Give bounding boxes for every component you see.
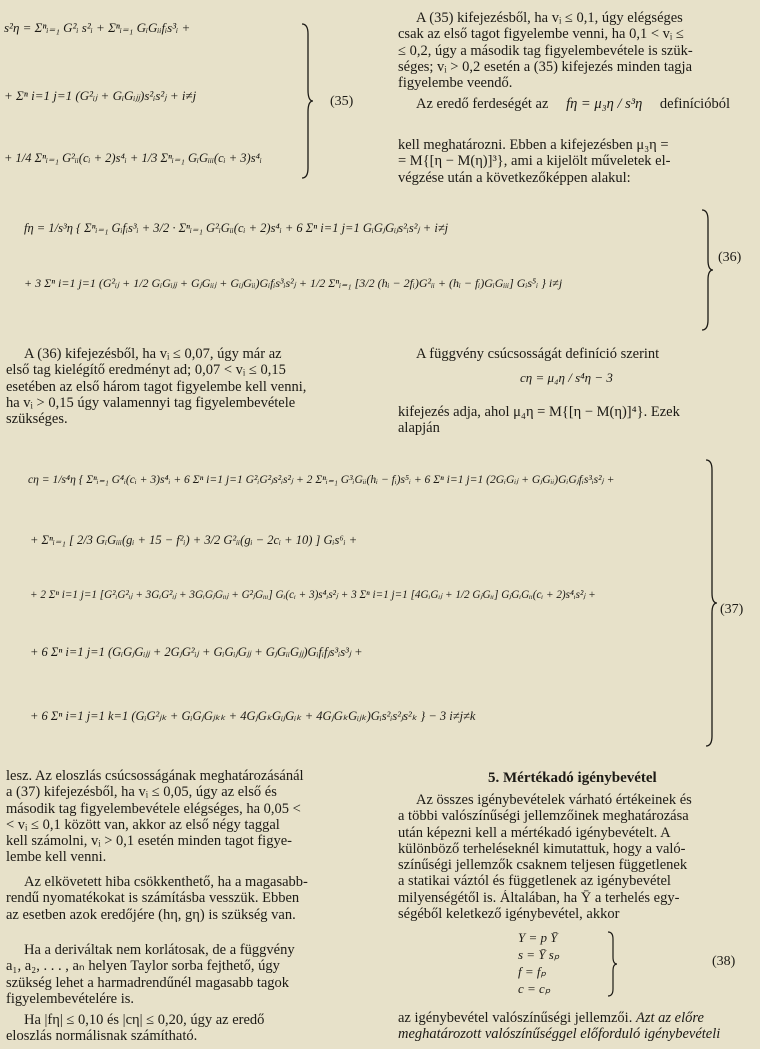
equation-35-brace: [300, 22, 314, 180]
text-fragment: az igénybevétel valószínűségi jellemzői.: [398, 1010, 633, 1026]
text-line: kell számolni, vᵢ > 0,1 esetén minden tagot figye-: [6, 833, 292, 850]
equation-36-line-1: fη = 1/s³η { Σⁿᵢ₌₁ Gᵢfᵢs³ᵢ + 3/2 · Σⁿᵢ₌₁ G²ᵢGᵢᵢ(cᵢ + 2)s⁴ᵢ + 6 Σⁿ i=1 j=1 GᵢGⱼGᵢⱼs²ᵢs²ⱼ + i≠j: [24, 221, 449, 235]
equation-36-line-2: + 3 Σⁿ i=1 j=1 (G²ᵢⱼ + 1/2 GᵢGᵢⱼⱼ + GⱼGᵢᵢⱼ + GᵢⱼGᵢᵢ)Gᵢfᵢs³ᵢs²ⱼ + 1/2 Σⁿᵢ₌₁ [3/2 (hᵢ − 2fᵢ)G²ᵢᵢ + (hᵢ − fᵢ)GᵢGᵢᵢᵢ] Gᵢs⁵ᵢ } i≠j: [24, 276, 563, 290]
text-line: a₁, a₂, . . . , aₙ helyen Taylor sorba fejthető, úgy: [6, 958, 280, 975]
text-line-italic: meghatározott valószínűséggel előforduló igénybevételi: [398, 1026, 721, 1043]
text-line: Az elkövetett hiba csökkenthető, ha a magasabb-: [24, 874, 308, 890]
equation-38: [500, 926, 750, 1002]
text-line: első tag kielégítő eredményt ad; 0,07 < vᵢ ≤ 0,15: [6, 362, 286, 379]
equation-36-number: (36): [718, 250, 742, 265]
text-line: kifejezés adja, ahol μ₄η = M{[η − M(η)]⁴}. Ezek: [398, 404, 680, 420]
text-line: alapján: [398, 420, 440, 437]
text-line: milyenségétől is. Általában, ha Ȳ a terhelés egy-: [398, 889, 680, 906]
text-line: különböző terheléseknél kimutattuk, hogy a való-: [398, 840, 686, 857]
text-line: ha vᵢ > 0,15 úgy valamennyi tag figyelembevétele: [6, 394, 296, 411]
paragraph-36-discussion: [6, 346, 362, 427]
equation-38-brace: [606, 930, 618, 998]
text-line: eloszlás normálisnak számítható.: [6, 1028, 198, 1045]
paragraph-higher-moments: [6, 874, 362, 923]
text-line: A (36) kifejezésből, ha vᵢ ≤ 0,07, úgy már az: [24, 346, 282, 362]
paragraph-skewness-definition: [398, 96, 750, 112]
text-line: figyelembe veendő.: [398, 75, 513, 92]
text-line: ≤ 0,2, úgy a második tag figyelembevétele is szük-: [398, 42, 693, 59]
equation-35-number: (35): [330, 94, 354, 109]
equation-kurtosis-definition: cη = μ₄η / s⁴η − 3: [520, 370, 613, 385]
equation-38-number: (38): [712, 954, 736, 969]
text-line: színűségi jellemzők csaknem teljesen függetlenek: [398, 857, 688, 874]
text-line: kell meghatározni. Ebben a kifejezésben μ₃η =: [398, 137, 669, 153]
paragraph-moment-4: [398, 404, 750, 437]
text-line: végzése után a következőképpen alakul:: [398, 169, 631, 186]
paragraph-kurtosis-definition: [398, 346, 750, 362]
text-line: Az összes igénybevételek várható értékeinek és: [416, 792, 692, 808]
equation-37-line-3: + 2 Σⁿ i=1 j=1 [G²ᵢG²ᵢⱼ + 3GᵢG²ᵢⱼ + 3GᵢGⱼGᵢᵢⱼ + G²ⱼGᵢᵢᵢ] Gᵢ(cᵢ + 3)s⁴ᵢs²ⱼ + 3 Σⁿ i=1 j=1 [4GᵢGᵢⱼ + 1/2 GⱼGᵢᵢ] GⱼGᵢGᵢᵢ(cᵢ + 2)s⁴ᵢs²ⱼ +: [30, 589, 596, 601]
inline-formula-skewness: fη = μ₃η / s³η: [566, 96, 643, 112]
text-line: szükség lehet a harmadrendűnél magasabb tagok: [6, 974, 290, 991]
text-line: = M{[η − M(η)]³}, ami a kijelölt műveletek el-: [398, 153, 671, 170]
paragraph-moment-3: [398, 137, 750, 186]
equation-36-brace: [700, 208, 714, 332]
equation-35-line-1: s²η = Σⁿᵢ₌₁ G²ᵢ s²ᵢ + Σⁿᵢ₌₁ GᵢGᵢᵢfᵢs³ᵢ +: [4, 20, 191, 35]
text-line: figyelembevételére is.: [6, 990, 135, 1007]
text-line: után képezni kell a mértékadó igénybevételt. A: [398, 824, 671, 841]
text-line: séges; vᵢ > 0,2 esetén a (35) kifejezés minden tagja: [398, 58, 693, 75]
text-line: < vᵢ ≤ 0,1 között van, akkor az első négy taggal: [6, 816, 280, 833]
text-line: A függvény csúcsosságát definíció szerint: [416, 346, 660, 362]
text-line: szükséges.: [6, 411, 68, 428]
paragraph-normality-criterion: [6, 1012, 362, 1045]
text-line: a (37) kifejezésből, ha vᵢ ≤ 0,05, úgy az első és: [6, 784, 277, 801]
paragraph-design-load-effect: [398, 792, 750, 922]
text-line: esetében az első három tagot figyelembe kell venni,: [6, 378, 307, 395]
paragraph-load-effect-characteristics: [398, 1010, 750, 1043]
paragraph-skewness-35: [398, 10, 750, 91]
equation-38-row: c = cₚ: [518, 981, 551, 996]
equation-38-row: s = Ȳ sₚ: [518, 947, 560, 962]
text-fragment: definícióból: [659, 96, 730, 112]
text-line: a többi valószínűségi jellemzőinek meghatározása: [398, 808, 689, 825]
equation-37-number: (37): [720, 602, 744, 617]
equation-37-line-4: + 6 Σⁿ i=1 j=1 (GᵢGⱼGᵢⱼⱼ + 2GⱼG²ᵢⱼ + GᵢGᵢⱼGⱼⱼ + GⱼGᵢᵢGⱼⱼ)Gᵢfᵢfⱼs³ᵢs³ⱼ +: [30, 645, 363, 659]
equation-35-line-2: + Σⁿ i=1 j=1 (G²ᵢⱼ + GᵢGᵢⱼⱼ)s²ᵢs²ⱼ + i≠j: [4, 88, 197, 103]
text-line: második tag figyelembevétele elégséges, ha 0,05 <: [6, 800, 301, 817]
equation-37-brace: [704, 458, 718, 748]
section-heading: 5. Mértékadó igénybevétel: [488, 770, 657, 786]
paragraph-taylor-series: [6, 942, 362, 1007]
equation-37-line-5: + 6 Σⁿ i=1 j=1 k=1 (GᵢG²ⱼₖ + GᵢGⱼGⱼₖₖ + 4GⱼGₖGᵢⱼGᵢₖ + 4GⱼGₖGᵢⱼₖ)Gᵢs²ᵢs²ⱼs²ₖ } − 3 i≠j≠k: [30, 709, 476, 723]
equation-37: [0, 450, 760, 755]
equation-37-line-2: + Σⁿᵢ₌₁ [ 2/3 GᵢGᵢᵢᵢ(gᵢ + 15 − f²ᵢ) + 3/2 G²ᵢᵢ(gᵢ − 2cᵢ + 10) ] Gᵢs⁶ᵢ +: [30, 533, 358, 547]
text-line: lembe kell venni.: [6, 849, 107, 866]
equation-37-line-1: cη = 1/s⁴η { Σⁿᵢ₌₁ G⁴ᵢ(cᵢ + 3)s⁴ᵢ + 6 Σⁿ i=1 j=1 G²ᵢG²ⱼs²ᵢs²ⱼ + 2 Σⁿᵢ₌₁ G³ᵢGᵢᵢ(hᵢ − fᵢ)s⁵ᵢ + 6 Σⁿ i=1 j=1 (2GᵢGᵢⱼ + GⱼGᵢᵢ)GᵢGⱼfᵢs³ᵢs²ⱼ +: [28, 473, 615, 486]
text-line: rendű nyomatékokat is számításba vesszük. Ebben: [6, 890, 300, 907]
text-line: Ha |fη| ≤ 0,10 és |cη| ≤ 0,20, úgy az eredő: [24, 1012, 265, 1028]
text-line: az esetben azok eredőjére (hη, gη) is szükség van.: [6, 906, 296, 923]
text-line: Ha a deriváltak nem korlátosak, de a függvény: [24, 942, 295, 958]
text-fragment-italic: Azt az előre: [635, 1010, 704, 1026]
equation-36: [0, 198, 760, 336]
equation-35: [0, 0, 380, 195]
text-fragment: Az eredő ferdeségét az: [416, 96, 549, 112]
text-line: ségéből keletkező igénybevétel, akkor: [398, 906, 620, 923]
equation-35-line-3: + 1/4 Σⁿᵢ₌₁ G²ᵢᵢ(cᵢ + 2)s⁴ᵢ + 1/3 Σⁿᵢ₌₁ GᵢGᵢᵢᵢ(cᵢ + 3)s⁴ᵢ: [4, 151, 262, 165]
equation-38-row: Y = p Ȳ: [518, 930, 558, 945]
equation-38-row: f = fₚ: [518, 964, 547, 979]
text-line: lesz. Az eloszlás csúcsosságának meghatározásánál: [6, 768, 304, 784]
text-line: a statikai váztól és függetlenek az igénybevétel: [398, 873, 671, 890]
text-line: csak az első tagot figyelembe venni, ha 0,1 < vᵢ ≤: [398, 26, 684, 43]
text-line: A (35) kifejezésből, ha vᵢ ≤ 0,1, úgy elégséges: [416, 10, 683, 26]
paragraph-37-discussion: [6, 768, 362, 866]
